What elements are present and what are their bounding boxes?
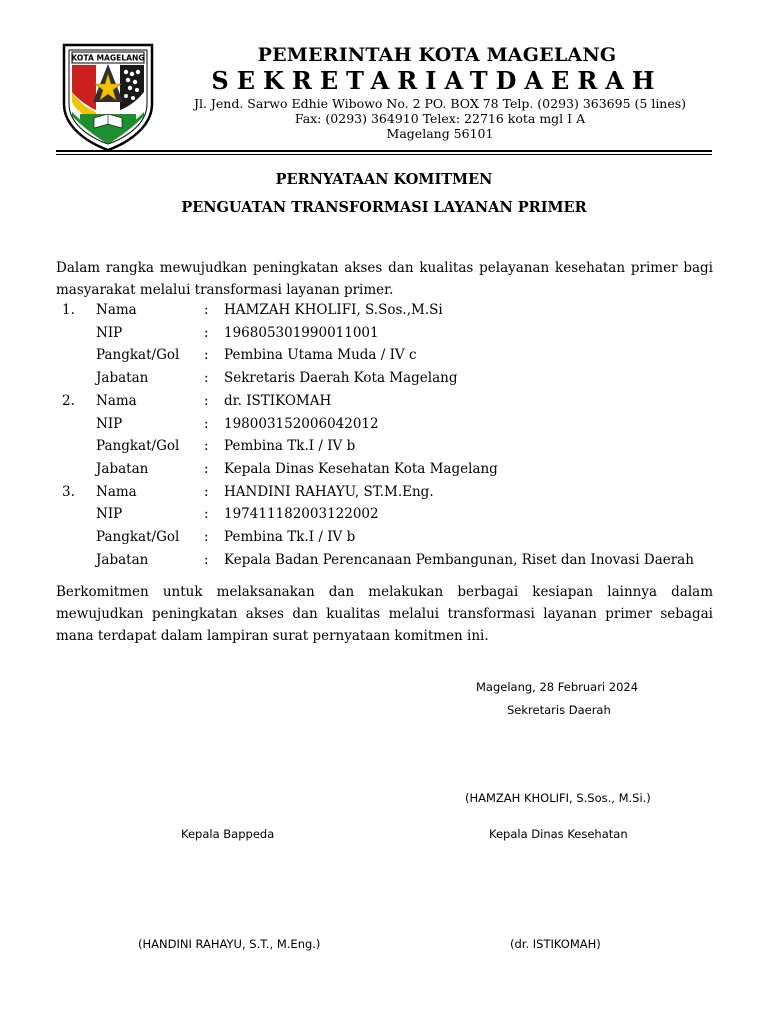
field-value: dr. ISTIKOMAH	[224, 392, 332, 409]
city-emblem-logo	[60, 42, 156, 152]
field-value: Pembina Tk.I / IV b	[224, 529, 356, 545]
field-colon: :	[204, 483, 209, 500]
place-date: Magelang, 28 Februari 2024	[476, 680, 639, 694]
field-colon: :	[204, 347, 209, 364]
field-label: Nama	[96, 392, 137, 409]
bappeda-name: (HANDINI RAHAYU, S.T., M.Eng.)	[138, 937, 321, 951]
signatory-row	[56, 390, 716, 412]
field-colon: :	[204, 529, 209, 545]
list-number: 2.	[62, 392, 75, 409]
list-number: 1.	[62, 302, 75, 318]
field-value: HANDINI RAHAYU, ST.M.Eng.	[224, 483, 434, 500]
field-colon: :	[204, 415, 209, 432]
bappeda-title: Kepala Bappeda	[181, 827, 275, 841]
letterhead-rule-thick	[56, 150, 712, 152]
field-value: HAMZAH KHOLIFI, S.Sos.,M.Si	[224, 302, 443, 318]
field-label: Pangkat/Gol	[96, 347, 180, 364]
field-colon: :	[204, 302, 209, 318]
field-colon: :	[204, 551, 209, 568]
field-label: Jabatan	[96, 460, 149, 477]
signatory-row	[56, 299, 716, 321]
signatory-row	[56, 367, 716, 389]
letterhead-rule-thin	[56, 154, 712, 155]
dinkes-title: Kepala Dinas Kesehatan	[489, 827, 628, 841]
field-value: 198003152006042012	[224, 415, 379, 432]
office-name: SEKRETARIATDAERAH	[211, 66, 663, 95]
field-label: Pangkat/Gol	[96, 438, 180, 455]
signatory-row	[56, 549, 716, 571]
field-colon: :	[204, 460, 209, 477]
signatory-row	[56, 481, 716, 503]
field-value: Kepala Badan Perencanaan Pembangunan, Riset dan Inovasi Daerah	[224, 551, 694, 568]
address-line-3: Magelang 56101	[386, 126, 494, 141]
signatory-row	[56, 435, 716, 457]
address-line-2: Fax: (0293) 364910 Telex: 22716 kota mgl I A	[294, 111, 586, 126]
field-colon: :	[204, 392, 209, 409]
field-value: Kepala Dinas Kesehatan Kota Magelang	[224, 460, 498, 477]
signatory-row	[56, 322, 716, 344]
field-colon: :	[204, 506, 209, 523]
field-value: Pembina Tk.I / IV b	[224, 438, 356, 455]
field-value: 196805301990011001	[224, 324, 379, 341]
field-label: Jabatan	[96, 551, 149, 568]
field-colon: :	[204, 438, 209, 455]
intro-paragraph: Dalam rangka mewujudkan peningkatan akses dan kualitas pelayanan kesehatan primer bagi masyarakat melalui transformasi layanan primer.	[56, 260, 713, 298]
field-colon: :	[204, 324, 209, 341]
field-label: NIP	[96, 415, 123, 432]
signatory-row	[56, 526, 716, 548]
dinkes-name: (dr. ISTIKOMAH)	[510, 937, 601, 951]
field-value: Pembina Utama Muda / IV c	[224, 347, 417, 364]
logo-text: KOTA MAGELANG	[71, 53, 145, 63]
field-label: Jabatan	[96, 370, 149, 387]
field-value: Sekretaris Daerah Kota Magelang	[224, 370, 458, 387]
field-label: Pangkat/Gol	[96, 529, 180, 545]
commitment-paragraph: Berkomitmen untuk melaksanakan dan melakukan berbagai kesiapan lainnya dalam mewujudkan peningkatan akses dan kualitas melalui transformasi layanan primer sebagai mana terdapat dalam lampiran surat pernyataan komitmen ini.	[56, 584, 713, 644]
sekda-name: (HAMZAH KHOLIFI, S.Sos., M.Si.)	[465, 791, 651, 805]
field-label: Nama	[96, 302, 137, 318]
document-title: PERNYATAAN KOMITMEN	[275, 171, 493, 188]
address-line-1: Jl. Jend. Sarwo Edhie Wibowo No. 2 PO. BOX 78 Telp. (0293) 363695 (5 lines)	[193, 96, 687, 111]
signatory-row	[56, 413, 716, 435]
field-value: 197411182003122002	[224, 506, 379, 523]
signatory-row	[56, 458, 716, 480]
signatory-row	[56, 503, 716, 525]
document-subtitle: PENGUATAN TRANSFORMASI LAYANAN PRIMER	[181, 199, 587, 216]
field-label: Nama	[96, 483, 137, 500]
field-colon: :	[204, 370, 209, 387]
field-label: NIP	[96, 324, 123, 341]
address-block	[168, 96, 712, 141]
field-label: NIP	[96, 506, 123, 523]
signatory-row	[56, 344, 716, 366]
government-name: PEMERINTAH KOTA MAGELANG	[257, 44, 617, 66]
list-number: 3.	[62, 483, 75, 500]
sekda-title: Sekretaris Daerah	[507, 703, 611, 717]
